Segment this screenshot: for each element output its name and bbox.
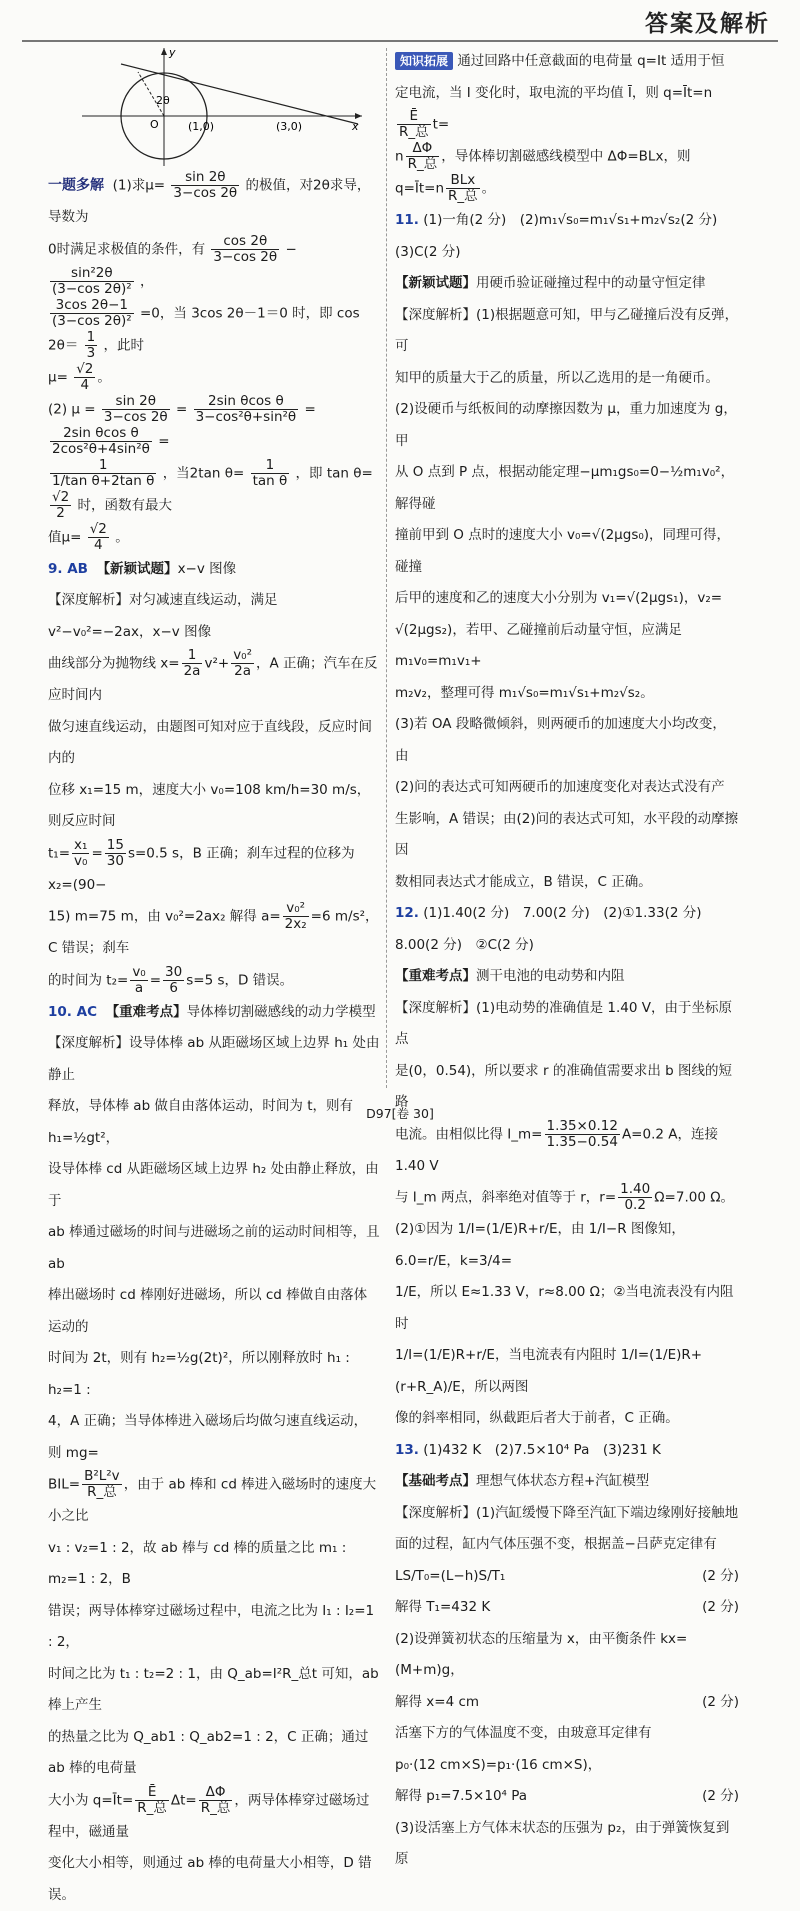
frac-mu: $\frac{\sin 2\theta}{3-\cos 2\theta}$ [173, 169, 238, 201]
q9-line: 做匀速直线运动，由题图可知对应于直线段，反应时间内的 [48, 718, 372, 766]
frac-d: $\frac{1}{3}$ [86, 328, 96, 361]
m6a: ，当2tan θ= [162, 465, 245, 481]
frac-g: $\frac{\text{2sin θcos θ}}{\text{3−cos²θ+sin²θ}}$ [195, 392, 297, 425]
m6c: 时，函数有最大 [77, 497, 172, 513]
header-title: 答案及解析 [645, 11, 770, 37]
q9-l5b: s=0.5 s，B 正确；刹车过程的位移为 x₂=(90− [48, 845, 355, 893]
q9-line: 【深度解析】对匀减速直线运动，满足 v²−v₀²=−2ax，x−v 图像 [48, 592, 278, 640]
figure-origin: O [150, 118, 159, 131]
q10-line: 的热量之比为 Q_ab1 : Q_ab2=1 : 2，C 正确；通过 ab 棒的电荷量 [48, 1728, 369, 1776]
figure-x-label: x [352, 120, 359, 133]
q12-number: 12. [395, 905, 419, 921]
q10-line: 变化大小相等，则通过 ab 棒的电荷量大小相等，D 错误。 [48, 1855, 372, 1903]
column-divider [386, 48, 388, 1088]
q12-line: 是(0，0.54)，所以要求 r 的准确值需要求出 b 图线的短路 [395, 1062, 732, 1110]
frac-q12a: $\frac{1.35\times 0.12}{1.35-0.54}$ [546, 1117, 618, 1150]
left-column: y x O (1,0) (3,0) 2θ 一题多解 (1)求μ= $\frac{\sin 2\theta}{3-\cos 2\theta}$ 的极值，对2θ求导，导数为 0时满足求极值的条件，有 $\frac{\cos 2\theta}{3-\cos 2\theta}$ − $\frac{\text{sin²2θ}}{\text{(3−cos 2θ)²}}$ ， $\frac{3\cos 2\theta-1}{\text{(3−cos 2θ)²}}$ =0，当 3cos 2θ－1＝0 时，即 cos 2θ＝ $\frac{1}{3}$ ，此时 μ= $\frac{√2}{4}$ 。 (2) μ = $\frac{\sin 2\theta}{3-\cos 2\theta}$ = $\frac{\text{2sin θcos θ}}{\text{3−cos²θ+sin²θ}}$ = $\frac{\text{2sin θcos θ}}{\text{2cos²θ+4sin²θ}}$ = $\frac{1}{\text{1/tan θ+2tan θ}}$ ，当2tan θ= $\frac{1}{\text{tan θ}}$ ，即 tan θ= $\frac{√2}{2}$ 时，函数有最大 值μ= $\frac{√2}{4}$ 。 9. AB 【新颖试题】x−v 图像 【深度解析】对匀减速直线运动，满足 v²−v₀²=−2ax，x−v 图像 曲线部分为抛物线 x= $\frac{1}{2a}$ v²+ $\frac{\text{v₀²}}{2a}$ ，A 正确；汽车在反应时间内 做匀速直线运动，由题图可知对应于直线段，反应时间内的 位移 x₁=15 m，速度大小 v₀=108 km/h=30 m/s，则反应时间 t₁= $\frac{\text{x₁}}{\text{v₀}}$ = $\frac{15}{30}$ s=0.5 s，B 正确；刹车过程的位移为 x₂=(90− 15) m=75 m，由 v₀²=2ax₂ 解得 a= $\frac{\text{v₀²}}{\text{2x₂}}$ =6 m/s²，C 错误；刹车 的时间为 t₂= $\frac{\text{v₀}}{a}$ = $\frac{30}{6}$ s=5 s，D 错误。 10. AC 【重难考点】导体棒切割磁感线的动力学模型 【深度解析】设导体棒 ab 从距磁场区域上边界 h₁ 处由静止 释放，导体棒 ab 做自由落体运动，时间为 t，则有 h₁=½gt²， 设导体棒 cd 从距磁场区域上边界 h₂ 处由静止释放，由于 ab 棒通过磁场的时间与进磁场之前的运动时间相等，且 ab 棒出磁场时 cd 棒刚好进磁场，所以 cd 棒做自由落体运动的 时间为 2t，则有 h₂=½g(2t)²，所以刚释放时 h₁ : h₂=1 : 4，A 正确；当导体棒进入磁场后均做匀速直线运动，则 mg= BIL= $\frac{\text{B²L²v}}{\text{R\_总}}$ ，由于 ab 棒和 cd 棒进入磁场时的速度大小之比 v₁ : v₂=1 : 2，故 ab 棒与 cd 棒的质量之比 m₁ : m₂=1 : 2，B 错误；两导体棒穿过磁场过程中，电流之比为 I₁ : I₂=1 : 2， 时间之比为 t₁ : t₂=2 : 1，由 Q_ab=I²R_总t 可知，ab 棒上产生 的热量之比为 Q_ab1 : Q_ab2=1 : 2，C 正确；通过 ab 棒的电荷量 大小为 q=Īt= $\frac{Ē}{\text{R\_总}}$ Δt= $\frac{\Delta\Phi}{\text{R\_总}}$ ，两导体棒穿过磁场过程中，磁通量 变化大小相等，则通过 ab 棒的电荷量大小相等，D 错误。 [48, 46, 380, 1911]
frac-q10a: $\frac{\text{B²L²v}}{\text{R\_总}}$ [84, 1468, 120, 1500]
q13-score: (2 分) [702, 1567, 739, 1584]
q13-line: p₀·(12 cm×S)=p₁·(16 cm×S)， [395, 1756, 602, 1773]
q13-number: 13. [395, 1441, 419, 1458]
ext-line: 定电流，当 I 变化时，取电流的平均值 Ī，则 q=Īt=n [395, 84, 713, 101]
q13-line: (3)设活塞上方气体末状态的压强为 p₂，由于弹簧恢复到原 [395, 1819, 730, 1867]
q13-line: 活塞下方的气体温度不变，由玻意耳定律有 [395, 1725, 652, 1741]
frac-k: $\frac{√2}{2}$ [52, 488, 70, 521]
q12-answer: 8.00(2 分) ②C(2 分) [395, 936, 534, 953]
q11-answer: (3)C(2 分) [395, 243, 461, 260]
q10-l8b: ，由于 ab 棒和 cd 棒进入磁场时的速度大小之比 [48, 1476, 377, 1524]
figure-point-2: (3,0) [276, 120, 303, 133]
frac-ext-a: $\frac{Ē}{\text{R\_总}}$ [399, 108, 429, 140]
figure-angle: 2θ [156, 94, 170, 107]
q10-line: 4，A 正确；当导体棒进入磁场后均做匀速直线运动，则 mg= [48, 1413, 368, 1461]
q13-line: 面的过程，缸内气体压强不变，根据盖−吕萨克定律有 [395, 1536, 717, 1552]
circle-tangent-figure [76, 46, 366, 168]
frac-e: $\frac{√2}{4}$ [76, 360, 94, 393]
frac-l: $\frac{√2}{4}$ [89, 520, 107, 553]
q11-number: 11. [395, 212, 419, 228]
q9-l5a: t₁= [48, 845, 71, 861]
q12-tag: 【重难考点】 [395, 968, 476, 984]
frac-q9g: $\frac{30}{6}$ [165, 963, 183, 996]
figure-point-1: (1,0) [188, 120, 215, 133]
q12-line: Ω=7.00 Ω。 [654, 1189, 735, 1206]
q10-line: 错误；两导体棒穿过磁场过程中，电流之比为 I₁ : I₂=1 : 2， [48, 1602, 375, 1650]
m5c: = [304, 401, 316, 417]
frac-ext-c: $\frac{\text{BLx}}{\text{R\_总}}$ [448, 172, 478, 204]
frac-c: $\frac{3\cos 2\theta-1}{\text{(3−cos 2θ)²}}$ [52, 296, 132, 329]
q13-line: (2)设弹簧初状态的压缩量为 x，由平衡条件 kx=(M+m)g， [395, 1630, 688, 1678]
m5a: (2) μ = [48, 401, 96, 417]
ext-line: 通过回路中任意截面的电荷量 q=It 适用于恒 [457, 53, 725, 69]
frac-q10c: $\frac{\Delta\Phi}{\text{R\_总}}$ [200, 1783, 231, 1816]
m7b: 。 [115, 529, 129, 545]
q12-line: A=0.2 A，连接 1.40 V [395, 1126, 718, 1174]
q11-line: 生影响，A 错误；由(2)问的表达式可知，水平段的动摩擦因 [395, 810, 739, 858]
q10-line: v₁ : v₂=1 : 2，故 ab 棒与 cd 棒的质量之比 m₁ : m₂=1 : 2，B [48, 1539, 347, 1587]
q11-line: (3)若 OA 段略微倾斜，则两硬币的加速度大小均改变，由 [395, 716, 726, 764]
q13-score: (2 分) [702, 1693, 739, 1710]
q10-tag: 【重难考点】 [105, 1003, 187, 1020]
knowledge-ext-label: 知识拓展 [395, 52, 453, 70]
q10-topic: 导体棒切割磁感线的动力学模型 [186, 1003, 376, 1020]
q11-tag: 【新颖试题】 [395, 275, 476, 291]
q9-tag: 【新颖试题】 [96, 560, 178, 577]
frac-j: $\frac{1}{\text{tan θ}}$ [252, 456, 288, 489]
figure-y-label: y [169, 46, 176, 59]
q9-l2a: 曲线部分为抛物线 x= [48, 655, 180, 672]
q11-line: 【深度解析】(1)根据题意可知，甲与乙碰撞后没有反弹，可 [395, 306, 739, 354]
m3b: ，此时 [103, 337, 145, 353]
frac-q9d: $\frac{15}{30}$ [106, 836, 124, 869]
q12-line: 与 I_m 两点，斜率绝对值等于 r，r= [395, 1189, 617, 1206]
m5d: = [158, 433, 170, 449]
q11-line: (2)问的表达式可知两硬币的加速度变化对表达式没有产 [395, 779, 725, 795]
q10-line: 释放，导体棒 ab 做自由落体运动，时间为 t，则有 h₁=½gt²， [48, 1098, 354, 1146]
q12-line: 电流。由相似比得 I_m= [395, 1126, 543, 1142]
q12-line: (2)①因为 1/I=(1/E)R+r/E，由 1/I−R 图像知，6.0=r/E，k=3/4= [395, 1221, 685, 1269]
q13-score: (2 分) [702, 1788, 739, 1804]
q10-line: 棒出磁场时 cd 棒刚好进磁场，所以 cd 棒做自由落体运动的 [48, 1287, 368, 1335]
frac-ext-b: $\frac{\Delta\Phi}{\text{R\_总}}$ [407, 140, 438, 172]
frac-q9c: $\frac{\text{x₁}}{\text{v₀}}$ [74, 836, 88, 869]
ext-line: n [395, 148, 404, 165]
q13-line: 解得 p₁=7.5×10⁴ Pa [395, 1788, 528, 1804]
q12-line: 1/E，所以 E≈1.33 V，r≈8.00 Ω；②当电流表没有内阻时 [395, 1284, 734, 1332]
q11-line: 后甲的速度和乙的速度大小分别为 v₁=√(2μgs₁)，v₂= [395, 590, 723, 606]
frac-q9f: $\frac{\text{v₀}}{a}$ [132, 963, 146, 996]
m2b: − [285, 241, 297, 257]
m7: 值μ= [48, 529, 82, 545]
q13-tag: 【基础考点】 [395, 1473, 476, 1489]
q11-line: 数相同表达式才能成立，B 错误，C 正确。 [395, 873, 652, 890]
q9-number: 9. AB [48, 560, 88, 577]
q9-l6b: =6 m/s²，C 错误；刹车 [48, 908, 379, 956]
frac-f: $\frac{\sin 2\theta}{3-\cos 2\theta}$ [103, 392, 168, 425]
right-column: 知识拓展 通过回路中任意截面的电荷量 q=It 适用于恒 定电流，当 I 变化时，取电流的平均值 Ī，则 q=Īt=n $\frac{Ē}{\text{R\_总}}$ t= n $\frac{\Delta\Phi}{\text{R\_总}}$ ，导体棒切割磁感线模型中 ΔΦ=BLx，则 q=Īt=n $\frac{\text{BLx}}{\text{R\_总}}$ 。 11. (1)一角(2 分) (2)m₁√s₀=m₁√s₁+m₂√s₂(2 分) (3)C(2 分) 【新颖试题】用硬币验证碰撞过程中的动量守恒定律 【深度解析】(1)根据题意可知，甲与乙碰撞后没有反弹，可 知甲的质量大于乙的质量，所以乙选用的是一角硬币。 (2)设硬币与纸板间的动摩擦因数为 μ，重力加速度为 g，甲 从 O 点到 P 点，根据动能定理−μm₁gs₀=0−½m₁v₀²，解得碰 撞前甲到 O 点时的速度大小 v₀=√(2μgs₀)，同理可得，碰撞 后甲的速度和乙的速度大小分别为 v₁=√(2μgs₁)，v₂= √(2μgs₂)，若甲、乙碰撞前后动量守恒，应满足 m₁v₀=m₁v₁+ m₂v₂，整理可得 m₁√s₀=m₁√s₁+m₂√s₂。 (3)若 OA 段略微倾斜，则两硬币的加速度大小均改变，由 (2)问的表达式可知两硬币的加速度变化对表达式没有产 生影响，A 错误；由(2)问的表达式可知，水平段的动摩擦因 数相同表达式才能成立，B 错误，C 正确。 12. (1)1.40(2 分) 7.00(2 分) (2)①1.33(2 分) 8.00(2 分) ②C(2 分) 【重难考点】测干电池的电动势和内阻 【深度解析】(1)电动势的准确值是 1.40 V，由于坐标原点 是(0，0.54)，所以要求 r 的准确值需要求出 b 图线的短路 电流。由相似比得 I_m= $\frac{1.35\times 0.12}{1.35-0.54}$ A=0.2 A，连接 1.40 V 与 I_m 两点，斜率绝对值等于 r，r= $\frac{1.40}{0.2}$ Ω=7.00 Ω。 (2)①因为 1/I=(1/E)R+r/E，由 1/I−R 图像知，6.0=r/E，k=3/4= 1/E，所以 E≈1.33 V，r≈8.00 Ω；②当电流表没有内阻时 1/I=(1/E)R+r/E，当电流表有内阻时 1/I=(1/E)R+(r+R_A)/E，所以两图 像的斜率相同，纵截距后者大于前者，C 正确。 13. (1)432 K (2)7.5×10⁴ Pa (3)231 K 【基础考点】理想气体状态方程+汽缸模型 【深度解析】(1)汽缸缓慢下降至汽缸下端边缘刚好接触地 面的过程，缸内气体压强不变，根据盖−吕萨克定律有 LS/T₀=(L−h)S/T₁ (2 分) 解得 T₁=432 K (2 分) (2)设弹簧初状态的压缩量为 x，由平衡条件 kx=(M+m)g， 解得 x=4 cm (2 分) 活塞下方的气体温度不变，由玻意耳定律有 p₀·(12 cm×S)=p₁·(16 cm×S)， 解得 p₁=7.5×10⁴ Pa (2 分) (3)设活塞上方气体末状态的压强为 p₂，由于弹簧恢复到原 [395, 46, 739, 1876]
q10-line: 时间之比为 t₁ : t₂=2 : 1，由 Q_ab=I²R_总t 可知，ab 棒上产生 [48, 1665, 379, 1713]
q10-line: 设导体棒 cd 从距磁场区域上边界 h₂ 处由静止释放，由于 [48, 1161, 379, 1209]
q9-l2b: ，A 正确；汽车在反应时间内 [48, 655, 378, 703]
ext-line: ，导体棒切割磁感线模型中 ΔΦ=BLx，则 q=Īt=n [395, 148, 691, 197]
frac-i: $\frac{1}{\text{1/tan θ+2tan θ}}$ [52, 456, 155, 489]
m5b: = [175, 401, 188, 417]
q13-line: 解得 T₁=432 K [395, 1599, 491, 1615]
q12-answer: (1)1.40(2 分) 7.00(2 分) (2)①1.33(2 分) [423, 905, 702, 921]
q12-topic: 测干电池的电动势和内阻 [476, 968, 625, 984]
q9-l6a: 15) m=75 m，由 v₀²=2ax₂ 解得 a= [48, 908, 281, 925]
q9-topic: x−v 图像 [177, 560, 237, 577]
q12-line: 像的斜率相同，纵截距后者大于前者，C 正确。 [395, 1410, 679, 1426]
m1a: (1)求μ= [112, 177, 166, 194]
q11-line: m₂v₂，整理可得 m₁√s₀=m₁√s₁+m₂√s₂。 [395, 684, 654, 701]
frac-q9e: $\frac{\text{v₀²}}{\text{2x₂}}$ [284, 900, 307, 932]
m1b: 的极值，对2θ求导，导数为 [48, 177, 371, 225]
q10-l13a: 大小为 q=Īt= [48, 1792, 134, 1808]
q12-line: 1/I=(1/E)R+r/E，当电流表有内阻时 1/I=(1/E)R+(r+R_A)/E，所以两图 [395, 1347, 703, 1395]
frac-a: $\frac{\cos 2\theta}{3-\cos 2\theta}$ [213, 232, 278, 265]
m6b: ，即 tan θ= [295, 465, 373, 481]
q11-topic: 用硬币验证碰撞过程中的动量守恒定律 [476, 275, 706, 291]
frac-q10b: $\frac{Ē}{\text{R\_总}}$ [137, 1783, 167, 1816]
q10-line: ab 棒通过磁场的时间与进磁场之前的运动时间相等，且 ab [48, 1224, 380, 1272]
m2c: ， [140, 273, 154, 289]
q10-line: 【深度解析】设导体棒 ab 从距磁场区域上边界 h₁ 处由静止 [48, 1035, 380, 1083]
q10-number: 10. AC [48, 1003, 97, 1020]
q13-line: LS/T₀=(L−h)S/T₁ [395, 1567, 506, 1584]
m3a: =0，当 3cos 2θ－1＝0 时，即 cos 2θ＝ [48, 305, 360, 353]
q11-line: 从 O 点到 P 点，根据动能定理−μm₁gs₀=0−½m₁v₀²，解得碰 [395, 464, 735, 512]
frac-q12b: $\frac{1.40}{0.2}$ [620, 1181, 651, 1213]
q13-answer: (1)432 K (2)7.5×10⁴ Pa (3)231 K [423, 1441, 661, 1458]
q13-score: (2 分) [702, 1599, 739, 1615]
q13-line: 解得 x=4 cm [395, 1693, 480, 1710]
m2a: 0时满足求极值的条件，有 [48, 241, 206, 257]
q10-l8a: BIL= [48, 1476, 81, 1493]
q9-l7b: s=5 s，D 错误。 [186, 972, 294, 988]
multi-solution-label: 一题多解 [48, 177, 104, 194]
q10-line: 时间为 2t，则有 h₂=½g(2t)²，所以刚释放时 h₁ : h₂=1 : [48, 1350, 350, 1398]
q13-line: 【深度解析】(1)汽缸缓慢下降至汽缸下端边缘刚好接触地 [395, 1504, 739, 1521]
frac-q9a: $\frac{1}{2a}$ [183, 647, 201, 679]
q11-line: (2)设硬币与纸板间的动摩擦因数为 μ，重力加速度为 g，甲 [395, 401, 737, 449]
q11-line: 撞前甲到 O 点时的速度大小 v₀=√(2μgs₀)，同理可得，碰撞 [395, 527, 731, 575]
q9-l7a: 的时间为 t₂= [48, 972, 129, 988]
q13-topic: 理想气体状态方程+汽缸模型 [476, 1473, 650, 1489]
m4: μ= [48, 369, 68, 385]
q11-answer: (1)一角(2 分) (2)m₁√s₀=m₁√s₁+m₂√s₂(2 分) [423, 212, 718, 228]
q11-line: 知甲的质量大于乙的质量，所以乙选用的是一角硬币。 [395, 369, 719, 386]
header-rule [22, 40, 778, 42]
frac-b: $\frac{\text{sin²2θ}}{\text{(3−cos 2θ)²}}$ [52, 264, 132, 297]
q12-line: 【深度解析】(1)电动势的准确值是 1.40 V，由于坐标原点 [395, 999, 732, 1047]
q10-l13b: ，两导体棒穿过磁场过程中，磁通量 [48, 1792, 370, 1840]
frac-q9b: $\frac{\text{v₀²}}{2a}$ [233, 647, 253, 679]
page-footer: D97[卷 30] [366, 1106, 434, 1121]
frac-h: $\frac{\text{2sin θcos θ}}{\text{2cos²θ+4sin²θ}}$ [52, 424, 150, 457]
q9-line: 位移 x₁=15 m，速度大小 v₀=108 km/h=30 m/s，则反应时间 [48, 781, 371, 829]
q11-line: √(2μgs₂)，若甲、乙碰撞前后动量守恒，应满足 m₁v₀=m₁v₁+ [395, 621, 682, 669]
